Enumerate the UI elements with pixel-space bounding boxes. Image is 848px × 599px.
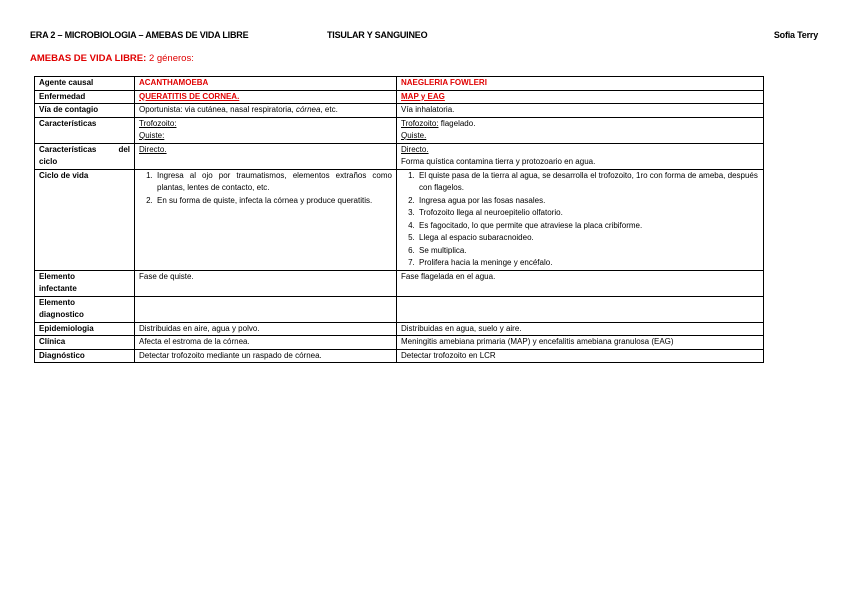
cell-text: Quiste. xyxy=(401,131,427,140)
section-value: 2 géneros: xyxy=(148,53,194,64)
cell-acanthamoeba xyxy=(135,143,397,169)
cell-text: Oportunista: via cutánea, nasal respiratoria, xyxy=(139,105,296,114)
table-row xyxy=(35,322,764,336)
cell-naegleria: MAP y EAG xyxy=(397,90,764,104)
list-item: 2. Ingresa agua por las fosas nasales. xyxy=(417,195,759,208)
row-label-line: Elemento xyxy=(39,297,76,307)
cell-text: Directo. xyxy=(139,144,167,154)
cell-text: Trofozoito: xyxy=(401,118,439,128)
cell-text: Trofozoito: xyxy=(139,118,177,128)
cell-acanthamoeba xyxy=(135,296,397,322)
cell-naegleria: NAEGLERIA FOWLERI xyxy=(397,77,764,91)
cell-acanthamoeba: ACANTHAMOEBA xyxy=(135,77,397,91)
cell-acanthamoeba: Fase de quiste. xyxy=(135,270,397,296)
table-row xyxy=(35,77,764,91)
list-item: 6. Se multiplica. xyxy=(417,245,759,258)
cell-naegleria: Vía inhalatoria. xyxy=(397,104,764,118)
cell-acanthamoeba: Distribuidas en aire, agua y polvo. xyxy=(135,322,397,336)
row-label: Diagnóstico xyxy=(35,349,135,363)
list-item: 3. Trofozoito llega al neuroepitelio olfatorio. xyxy=(417,207,759,220)
row-label xyxy=(35,270,135,296)
cell-naegleria: Detectar trofozoito en LCR xyxy=(397,349,764,363)
table-row xyxy=(35,296,764,322)
list-item: 1. El quiste pasa de la tierra al agua, se desarrolla el trofozoito, 1ro con forma de ameba, después con flagelos. xyxy=(417,170,759,195)
list-item: 4. Es fagocitado, lo que permite que atraviese la placa cribiforme. xyxy=(417,220,759,233)
cell-text: Forma quística contamina tierra y protozoario en agua. xyxy=(401,157,596,166)
table-row xyxy=(35,349,764,363)
row-label-line: diagnostico xyxy=(39,310,84,319)
cell-acanthamoeba: QUERATITIS DE CORNEA. xyxy=(135,90,397,104)
cell-acanthamoeba: Detectar trofozoito mediante un raspado de córnea. xyxy=(135,349,397,363)
list-item: 1. Ingresa al ojo por traumatismos, elementos extraños como plantas, lentes de contacto, etc. xyxy=(155,170,392,195)
cell-text-emph: córnea xyxy=(295,105,321,114)
ciclo-list-acanthamoeba xyxy=(139,170,392,208)
list-item: 2. En su forma de quiste, infecta la córnea y produce queratitis. xyxy=(155,195,392,208)
table-row xyxy=(35,117,764,143)
list-item: 7. Prolifera hacia la meninge y encéfalo. xyxy=(417,257,759,270)
row-label: Clínica xyxy=(35,336,135,350)
cell-naegleria xyxy=(397,143,764,169)
cell-naegleria xyxy=(397,169,764,270)
section-heading xyxy=(30,53,194,64)
section-label: AMEBAS DE VIDA LIBRE: xyxy=(30,53,147,64)
cell-text: flagelado. xyxy=(438,118,476,128)
row-label: Epidemiologia xyxy=(35,322,135,336)
cell-naegleria: Meningitis amebiana primaria (MAP) y encefalitis amebiana granulosa (EAG) xyxy=(397,336,764,350)
cell-text: , etc. xyxy=(320,105,338,114)
table-row xyxy=(35,169,764,270)
cell-naegleria: Distribuidas en agua, suelo y aire. xyxy=(397,322,764,336)
cell-acanthamoeba: Afecta el estroma de la córnea. xyxy=(135,336,397,350)
row-label xyxy=(35,296,135,322)
row-label: Vía de contagio xyxy=(35,104,135,118)
header-subtitle: TISULAR Y SANGUINEO xyxy=(327,30,428,40)
row-label-line: ciclo xyxy=(39,157,58,166)
row-label-line: Características del xyxy=(39,144,130,154)
row-label: Enfermedad xyxy=(35,90,135,104)
table-row xyxy=(35,336,764,350)
row-label-line: Elemento xyxy=(39,271,76,281)
cell-acanthamoeba xyxy=(135,117,397,143)
row-label: Agente causal xyxy=(35,77,135,91)
row-label xyxy=(35,143,135,169)
row-label: Ciclo de vida xyxy=(35,169,135,270)
ciclo-list-naegleria xyxy=(401,170,759,270)
cell-acanthamoeba xyxy=(135,169,397,270)
cell-text: Directo. xyxy=(401,144,429,154)
row-label-line: infectante xyxy=(39,284,77,293)
header-title: ERA 2 – MICROBIOLOGIA – AMEBAS DE VIDA LIBRE xyxy=(30,30,249,40)
cell-acanthamoeba xyxy=(135,104,397,118)
cell-text: Quiste: xyxy=(139,131,165,140)
row-label: Características xyxy=(35,117,135,143)
cell-naegleria xyxy=(397,296,764,322)
table-row xyxy=(35,143,764,169)
amebas-table xyxy=(34,76,764,363)
header-author: Sofia Terry xyxy=(773,30,818,40)
cell-naegleria: Fase flagelada en el agua. xyxy=(397,270,764,296)
table-row xyxy=(35,270,764,296)
cell-naegleria xyxy=(397,117,764,143)
list-item: 5. Llega al espacio subaracnoideo. xyxy=(417,232,759,245)
table-row xyxy=(35,90,764,104)
table-row xyxy=(35,104,764,118)
